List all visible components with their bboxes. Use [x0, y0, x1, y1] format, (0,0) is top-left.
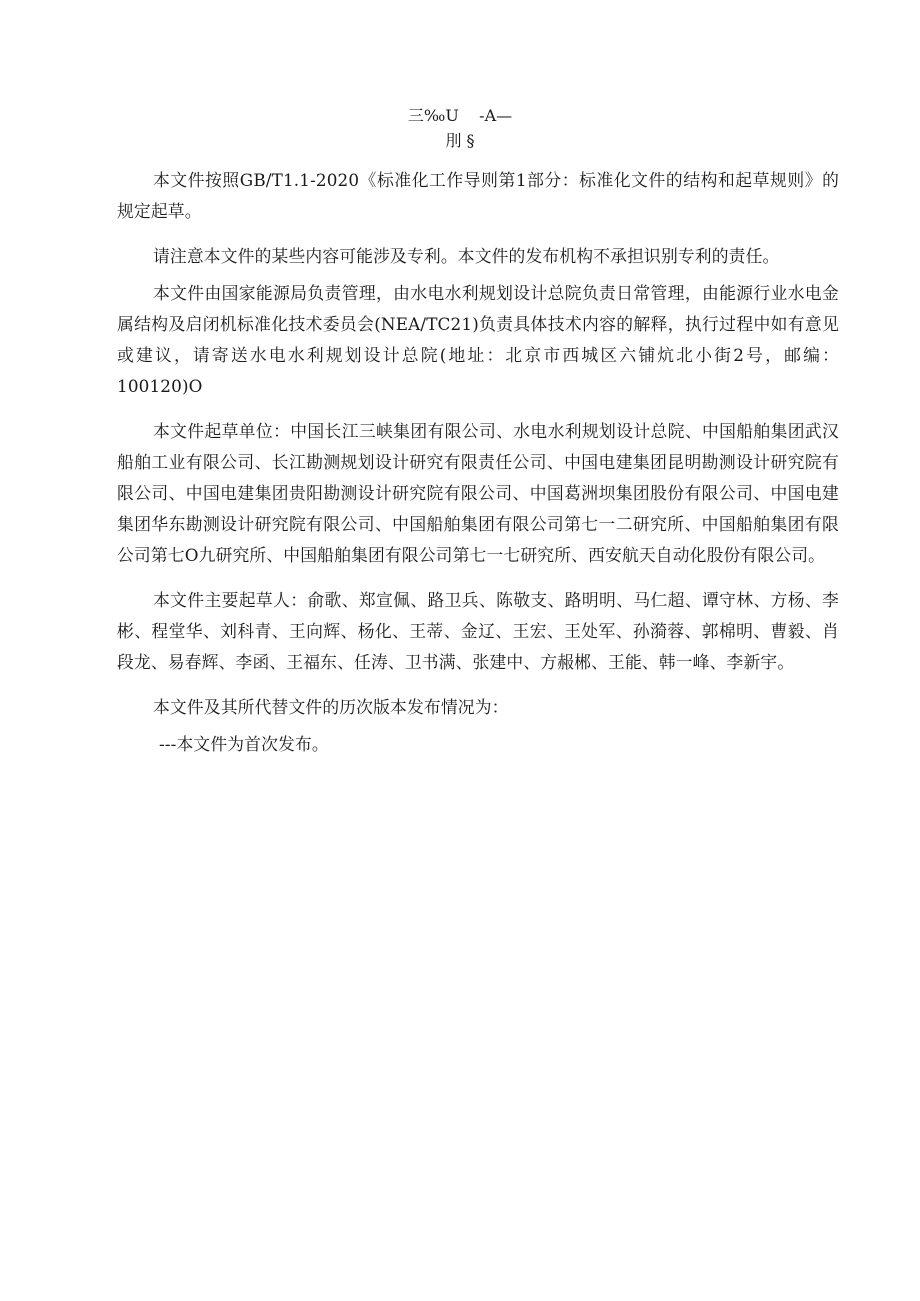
foreword-title: 刖 §: [445, 131, 475, 150]
paragraph-drafters: 本文件主要起草人：俞歌、郑宣佩、路卫兵、陈敬支、路明明、马仁超、谭守林、方杨、李彬、程堂华、刘科青、王向辉、杨化、王蒂、金辽、王宏、王处军、孙漪蓉、郭棉明、曹毅、肖段龙、易春辉、李函、王福东、任涛、卫书满、张建中、方赧郴、王能、韩一峰、李新宇。: [117, 590, 839, 672]
paragraph-management: 本文件由国家能源局负责管理，由水电水利规划设计总院负责日常管理，由能源行业水电金属结构及启闭机标准化技术委员会(NEA/TC21)负责具体技术内容的解释，执行过程中如有意见或建议，请寄送水电水利规划设计总院(地址：北京市西城区六铺炕北小街2号，邮编：100120)O: [117, 283, 839, 396]
paragraph-version-history: 本文件及其所代替文件的历次版本发布情况为：: [153, 697, 509, 717]
paragraph-patent-notice: 请注意本文件的某些内容可能涉及专利。本文件的发布机构不承担识别专利的责任。: [153, 246, 780, 266]
paragraph-drafting-rules: 本文件按照GB/T1.1-2020《标准化工作导则第1部分：标准化文件的结构和起草规则》的规定起草。: [117, 170, 839, 221]
list-item-first-release: ---本文件为首次发布。: [159, 734, 329, 754]
paragraph-drafting-units: 本文件起草单位：中国长江三峡集团有限公司、水电水利规划设计总院、中国船舶集团武汉船舶工业有限公司、长江勘测规划设计研究有限责任公司、中国电建集团昆明勘测设计研究院有限公司、中国电建集团贵阳勘测设计研究院有限公司、中国葛洲坝集团股份有限公司、中国电建集团华东勘测设计研究院有限公司、中国船舶集团有限公司第七一二研究所、中国船舶集团有限公司第七O九研究所、中国船舶集团有限公司第七一七研究所、西安航天自动化股份有限公司。: [117, 421, 839, 565]
foreword-body: [117, 165, 839, 760]
header-garbled-line: 三‰U -A—: [407, 106, 513, 125]
